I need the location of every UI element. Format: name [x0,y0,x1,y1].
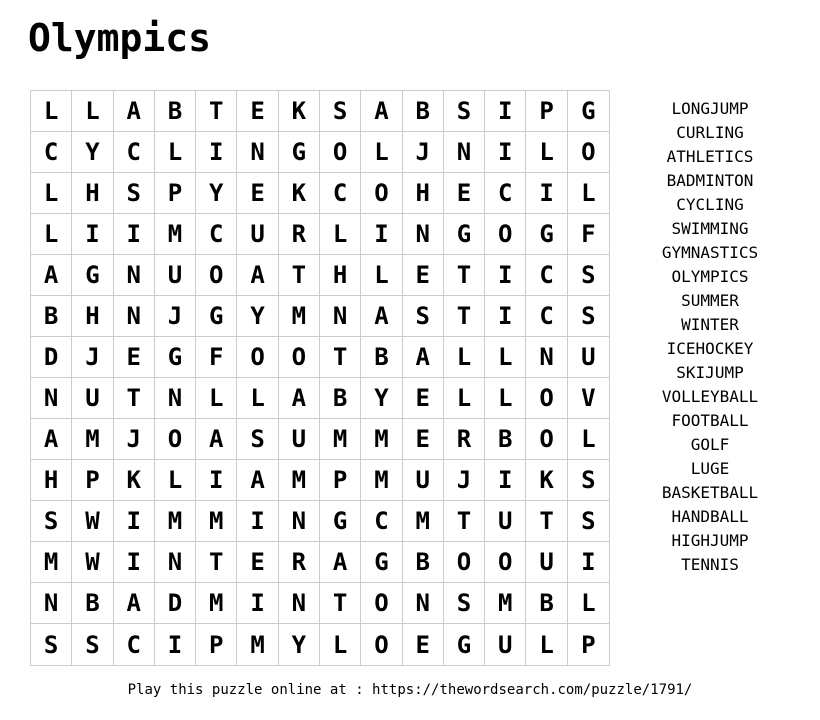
grid-cell: I [114,542,155,583]
word-list-item: ATHLETICS [666,147,754,166]
grid-cell: K [279,91,320,132]
grid-cell: O [568,132,609,173]
grid-cell: G [72,255,113,296]
grid-cell: M [155,214,196,255]
grid-cell: C [526,296,567,337]
grid-cell: V [568,378,609,419]
grid-cell: P [196,624,237,665]
grid-cell: E [237,91,278,132]
grid-cell: N [155,542,196,583]
grid-cell: N [320,296,361,337]
grid-cell: A [403,337,444,378]
grid-cell: M [485,583,526,624]
grid-cell: A [320,542,361,583]
grid-cell: I [196,132,237,173]
grid-cell: H [320,255,361,296]
grid-cell: G [444,214,485,255]
grid-cell: G [568,91,609,132]
grid-cell: L [237,378,278,419]
grid-cell: I [568,542,609,583]
grid-cell: M [279,296,320,337]
grid-cell: M [279,460,320,501]
grid-cell: A [114,583,155,624]
grid-cell: T [320,583,361,624]
grid-cell: L [568,583,609,624]
grid-cell: L [320,624,361,665]
grid-cell: I [196,460,237,501]
grid-cell: R [279,542,320,583]
grid-cell: L [444,378,485,419]
grid-cell: H [72,296,113,337]
grid-cell: N [114,296,155,337]
grid-cell: A [237,255,278,296]
grid-cell: O [196,255,237,296]
grid-cell: G [444,624,485,665]
grid-cell: B [361,337,402,378]
word-list-item: GYMNASTICS [661,243,759,262]
word-list-item: CURLING [676,123,744,142]
grid-cell: M [155,501,196,542]
grid-cell: E [403,419,444,460]
grid-cell: Y [279,624,320,665]
grid-cell: I [72,214,113,255]
grid-cell: I [485,296,526,337]
grid-cell: S [568,296,609,337]
grid-cell: N [403,583,444,624]
grid-cell: Y [237,296,278,337]
grid-cell: T [279,255,320,296]
word-list-item: OLYMPICS [671,267,749,286]
grid-cell: O [320,132,361,173]
grid-cell: S [568,501,609,542]
grid-cell: S [31,501,72,542]
grid-cell: G [320,501,361,542]
grid-cell: U [72,378,113,419]
grid-cell: M [361,460,402,501]
grid-cell: A [196,419,237,460]
grid-cell: H [31,460,72,501]
grid-cell: N [279,583,320,624]
grid-cell: N [444,132,485,173]
grid-cell: O [279,337,320,378]
grid-cell: L [72,91,113,132]
grid-cell: T [196,91,237,132]
grid-cell: E [403,624,444,665]
word-list-item: SUMMER [681,291,739,310]
grid-cell: I [485,460,526,501]
word-list-item: SKIJUMP [676,363,744,382]
grid-cell: M [237,624,278,665]
grid-cell: M [320,419,361,460]
grid-cell: A [114,91,155,132]
grid-cell: O [526,419,567,460]
grid-cell: O [485,214,526,255]
grid-cell: L [568,419,609,460]
grid-cell: F [568,214,609,255]
grid-cell: U [485,501,526,542]
word-list-item: CYCLING [676,195,744,214]
grid-cell: I [155,624,196,665]
grid-cell: P [155,173,196,214]
grid-cell: C [320,173,361,214]
grid-cell: H [403,173,444,214]
grid-cell: C [114,132,155,173]
grid-cell: M [361,419,402,460]
grid-cell: I [237,583,278,624]
grid-cell: B [403,91,444,132]
grid-cell: K [114,460,155,501]
grid-cell: T [320,337,361,378]
grid-cell: E [444,173,485,214]
grid-cell: T [444,255,485,296]
grid-cell: B [526,583,567,624]
grid-cell: B [485,419,526,460]
grid-cell: O [444,542,485,583]
grid-cell: J [114,419,155,460]
grid-cell: E [114,337,155,378]
grid-cell: Y [196,173,237,214]
word-list-item: GOLF [690,435,730,454]
grid-cell: D [155,583,196,624]
grid-cell: P [320,460,361,501]
word-list-item: SWIMMING [671,219,749,238]
grid-cell: L [31,214,72,255]
grid-cell: L [320,214,361,255]
grid-cell: U [237,214,278,255]
grid-cell: T [526,501,567,542]
grid-cell: I [361,214,402,255]
grid-cell: H [72,173,113,214]
word-list-item: FOOTBALL [671,411,749,430]
grid-cell: T [444,501,485,542]
grid-cell: S [72,624,113,665]
grid-cell: E [237,542,278,583]
footer-play-online-text: Play this puzzle online at : https://thewordsearch.com/puzzle/1791/ [127,682,693,698]
grid-cell: W [72,542,113,583]
grid-cell: I [114,214,155,255]
grid-cell: E [237,173,278,214]
grid-cell: J [72,337,113,378]
grid-cell: P [72,460,113,501]
grid-cell: L [361,255,402,296]
grid-cell: T [196,542,237,583]
grid-cell: S [31,624,72,665]
grid-cell: O [361,624,402,665]
word-list-item: TENNIS [681,555,739,574]
grid-cell: G [279,132,320,173]
grid-cell: S [403,296,444,337]
grid-cell: E [403,378,444,419]
grid-cell: R [444,419,485,460]
grid-cell: O [526,378,567,419]
grid-cell: I [526,173,567,214]
grid-cell: Y [72,132,113,173]
grid-cell: C [485,173,526,214]
grid-cell: G [196,296,237,337]
grid-cell: S [568,255,609,296]
grid-cell: C [196,214,237,255]
grid-cell: W [72,501,113,542]
grid-cell: U [155,255,196,296]
word-list-item: BASKETBALL [661,483,759,502]
grid-cell: M [196,501,237,542]
grid-cell: O [485,542,526,583]
word-list [610,97,810,577]
grid-cell: L [568,173,609,214]
grid-cell: U [526,542,567,583]
grid-cell: B [31,296,72,337]
grid-cell: F [196,337,237,378]
grid-cell: S [237,419,278,460]
grid-cell: A [361,91,402,132]
grid-cell: S [114,173,155,214]
grid-cell: M [72,419,113,460]
grid-cell: C [31,132,72,173]
grid-cell: N [526,337,567,378]
grid-cell: G [526,214,567,255]
grid-cell: J [444,460,485,501]
grid-cell: O [361,583,402,624]
grid-cell: N [237,132,278,173]
grid-cell: M [31,542,72,583]
grid-cell: L [31,91,72,132]
word-list-item: HANDBALL [671,507,749,526]
grid-cell: B [155,91,196,132]
grid-cell: I [237,501,278,542]
grid-cell: D [31,337,72,378]
grid-cell: B [320,378,361,419]
grid-cell: A [31,419,72,460]
grid-cell: T [114,378,155,419]
grid-cell: I [485,255,526,296]
grid-cell: P [526,91,567,132]
grid-cell: M [403,501,444,542]
word-list-item: BADMINTON [666,171,754,190]
grid-cell: S [568,460,609,501]
grid-cell: R [279,214,320,255]
grid-cell: U [403,460,444,501]
word-list-item: HIGHJUMP [671,531,749,550]
word-list-item: LONGJUMP [671,99,749,118]
grid-cell: L [361,132,402,173]
grid-cell: L [155,132,196,173]
word-list-item: VOLLEYBALL [661,387,759,406]
grid-cell: A [237,460,278,501]
grid-cell: L [526,624,567,665]
grid-cell: L [526,132,567,173]
grid-cell: I [485,91,526,132]
grid-cell: T [444,296,485,337]
grid-cell: K [279,173,320,214]
word-list-item: LUGE [690,459,730,478]
grid-cell: L [485,378,526,419]
grid-cell: N [403,214,444,255]
grid-cell: A [361,296,402,337]
grid-cell: J [155,296,196,337]
page-title: Olympics [28,16,212,60]
grid-cell: U [485,624,526,665]
wordsearch-grid [30,90,610,666]
grid-cell: O [237,337,278,378]
grid-cell: C [114,624,155,665]
grid-cell: I [114,501,155,542]
word-list-item: ICEHOCKEY [666,339,754,358]
grid-cell: L [31,173,72,214]
grid-cell: U [568,337,609,378]
word-list-item: WINTER [681,315,739,334]
grid-cell: G [361,542,402,583]
grid-cell: B [403,542,444,583]
grid-cell: S [320,91,361,132]
grid-cell: B [72,583,113,624]
grid-cell: A [279,378,320,419]
grid-cell: L [444,337,485,378]
grid-cell: N [279,501,320,542]
grid-cell: L [155,460,196,501]
grid-cell: C [361,501,402,542]
grid-cell: C [526,255,567,296]
grid-cell: N [31,583,72,624]
grid-cell: E [403,255,444,296]
grid-cell: L [485,337,526,378]
grid-cell: N [114,255,155,296]
grid-cell: A [31,255,72,296]
grid-cell: I [485,132,526,173]
grid-cell: G [155,337,196,378]
grid-cell: J [403,132,444,173]
grid-cell: S [444,91,485,132]
grid-cell: Y [361,378,402,419]
grid-cell: S [444,583,485,624]
grid-cell: L [196,378,237,419]
grid-cell: P [568,624,609,665]
grid-cell: K [526,460,567,501]
grid-cell: N [31,378,72,419]
grid-cell: N [155,378,196,419]
grid-cell: O [361,173,402,214]
grid-cell: U [279,419,320,460]
grid-cell: M [196,583,237,624]
grid-cell: O [155,419,196,460]
